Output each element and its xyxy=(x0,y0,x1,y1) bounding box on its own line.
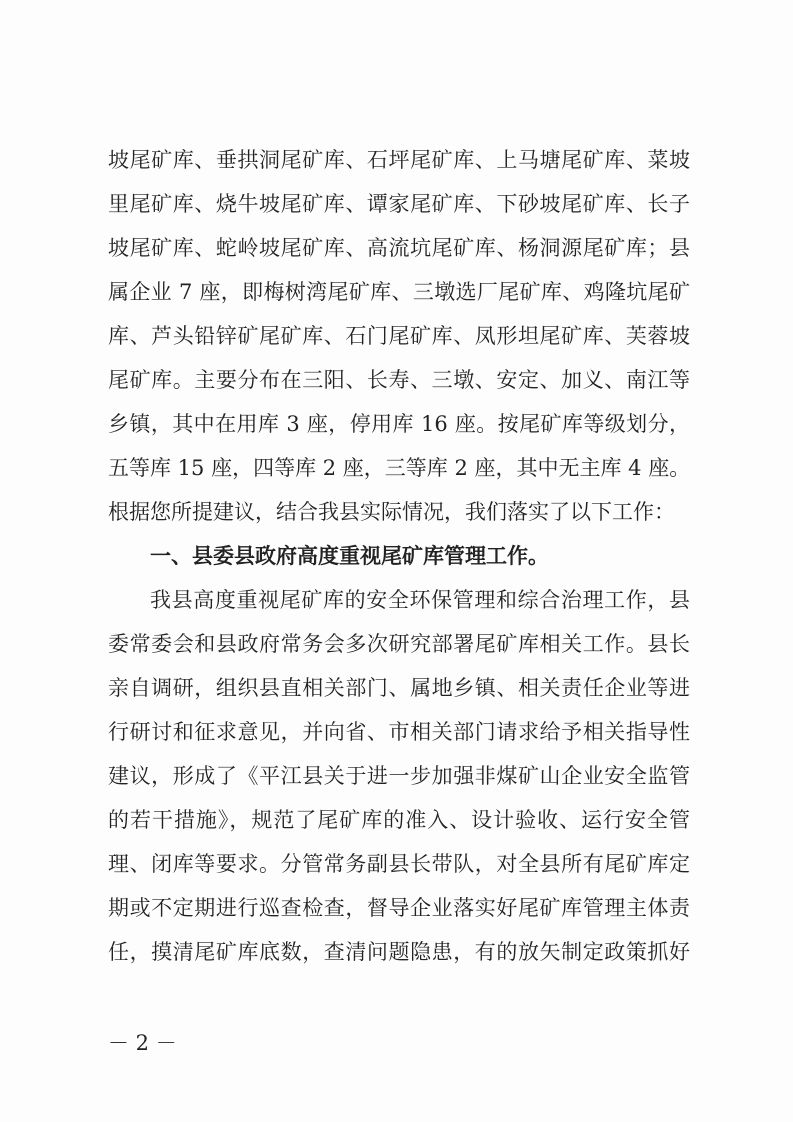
text-line: 属企业 7 座，即梅树湾尾矿库、三墩选厂尾矿库、鸡隆坑尾矿 xyxy=(108,280,690,304)
section-heading: 一、县委县政府高度重视尾矿库管理工作。 xyxy=(150,544,549,568)
text-line: 乡镇，其中在用库 3 座，停用库 16 座。按尾矿库等级划分， xyxy=(108,412,690,436)
text-line: 理、闭库等要求。分管常务副县长带队，对全县所有尾矿库定 xyxy=(108,852,690,876)
text-line: 期或不定期进行巡查检查，督导企业落实好尾矿库管理主体责 xyxy=(108,896,690,920)
text-line: 坡尾矿库、垂拱洞尾矿库、石坪尾矿库、上马塘尾矿库、菜坡 xyxy=(108,148,690,172)
text-line: 的若干措施》，规范了尾矿库的准入、设计验收、运行安全管 xyxy=(108,808,690,832)
text-line: 委常委会和县政府常务会多次研究部署尾矿库相关工作。县长 xyxy=(108,632,690,656)
text-line: 行研讨和征求意见，并向省、市相关部门请求给予相关指导性 xyxy=(108,720,690,744)
text-line: 我县高度重视尾矿库的安全环保管理和综合治理工作，县 xyxy=(150,588,690,612)
text-line: 坡尾矿库、蛇岭坡尾矿库、高流坑尾矿库、杨洞源尾矿库；县 xyxy=(108,236,690,260)
text-line: 里尾矿库、烧牛坡尾矿库、谭家尾矿库、下砂坡尾矿库、长子 xyxy=(108,192,690,216)
page-number: － 2 － xyxy=(108,1031,177,1055)
text-line: 尾矿库。主要分布在三阳、长寿、三墩、安定、加义、南江等 xyxy=(108,368,690,392)
text-line: 五等库 15 座，四等库 2 座，三等库 2 座，其中无主库 4 座。 xyxy=(108,456,691,480)
text-line: 任，摸清尾矿库底数，查清问题隐患，有的放矢制定政策抓好 xyxy=(108,940,690,964)
text-line: 根据您所提建议，结合我县实际情况，我们落实了以下工作： xyxy=(108,500,675,524)
text-line: 库、芦头铅锌矿尾矿库、石门尾矿库、凤形坦尾矿库、芙蓉坡 xyxy=(108,324,690,348)
text-line: 亲自调研，组织县直相关部门、属地乡镇、相关责任企业等进 xyxy=(108,676,690,700)
text-line: 建议，形成了《平江县关于进一步加强非煤矿山企业安全监管 xyxy=(108,764,690,788)
document-body xyxy=(108,138,690,974)
